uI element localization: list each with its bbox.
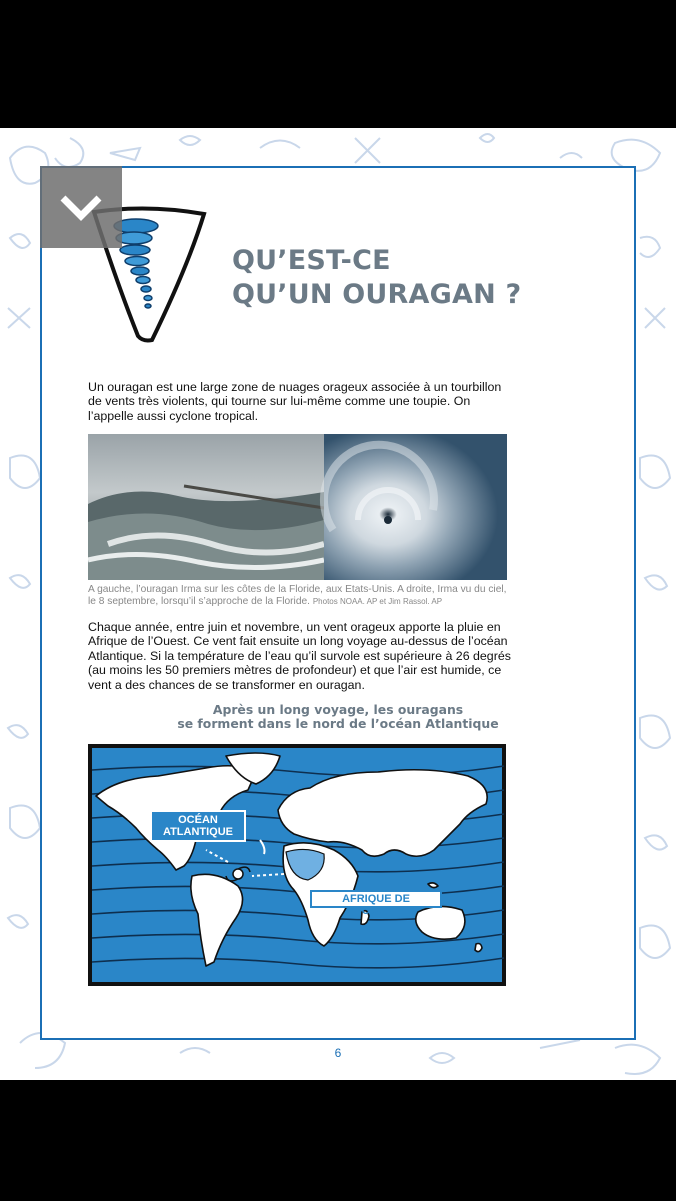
title-line-1: QU’EST-CE — [232, 245, 391, 276]
document-page — [0, 128, 676, 1080]
caption-text: A gauche, l’ouragan Irma sur les côtes de la Floride, aux Etats-Unis. A droite, Irma vu du ciel, le 8 septembre, lorsqu’il s’approche de la Floride. — [88, 584, 507, 607]
photo-irma-coast — [88, 434, 324, 580]
ocean-label-line-2: ATLANTIQUE — [162, 826, 234, 838]
ocean-atlantique-label — [150, 810, 246, 842]
map-title-line-1: Après un long voyage, les ouragans — [212, 702, 464, 717]
map-title — [88, 703, 588, 730]
chevron-down-icon — [59, 192, 103, 222]
photo-credit: Photos NOAA. AP et Jim Rassol. AP — [312, 597, 443, 606]
photo-caption — [88, 584, 513, 608]
title-line-2: QU’UN OURAGAN ? — [232, 279, 522, 310]
collapse-button[interactable] — [40, 166, 122, 248]
page-number: 6 — [334, 1046, 342, 1060]
afrique-ouest-label: AFRIQUE DE L’OUEST — [310, 890, 442, 908]
photo-irma-satellite — [324, 434, 507, 580]
photo-strip — [88, 434, 507, 580]
world-map — [88, 742, 506, 988]
page-title — [232, 244, 562, 312]
ocean-label-line-1: OCÉAN — [178, 814, 218, 826]
map-title-line-2: se forment dans le nord de l’océan Atlantique — [177, 715, 499, 731]
body-paragraph: Chaque année, entre juin et novembre, un vent orageux apporte la pluie en Afrique de l’Ouest. Ce vent fait ensuite un long voyage au-dessus de l’océan Atlantique. Si la température de l’eau qu’il survole est supérieure à 26 degrés (au moins les 50 premiers mètres de profondeur) et que l’air est humide, ce vent a des chances de se transformer en ouragan. — [88, 620, 511, 692]
intro-paragraph: Un ouragan est une large zone de nuages orageux associée à un tourbillon de vents très violents, qui tourne sur lui-même comme une toupie. On l’appelle aussi cyclone tropical. — [88, 380, 502, 423]
